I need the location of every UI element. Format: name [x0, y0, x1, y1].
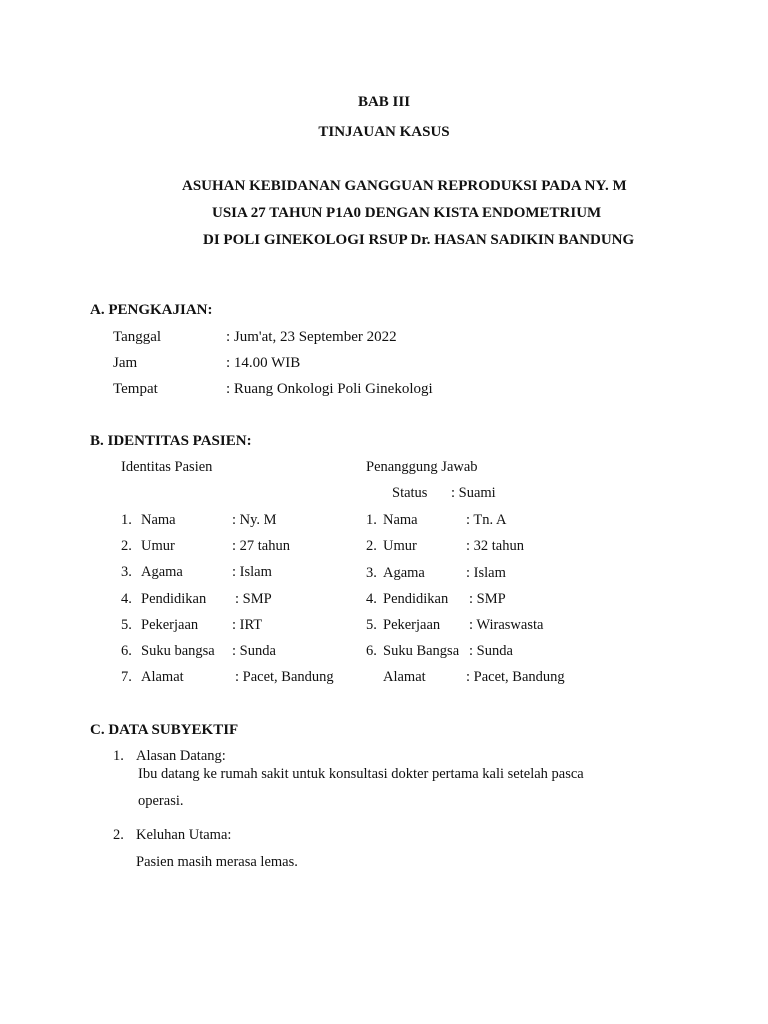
guardian-status-label: Status: [392, 485, 428, 501]
guardian-label-agama: Agama: [383, 565, 425, 581]
guardian-label-alamat: Alamat: [383, 669, 426, 685]
section-heading-pengkajian: A. PENGKAJIAN:: [90, 302, 213, 318]
report-title-line-1: ASUHAN KEBIDANAN GANGGUAN REPRODUKSI PADA NY. M: [182, 178, 627, 194]
subyektif-item-title-alasan: Alasan Datang:: [136, 748, 226, 764]
guardian-label-nama: Nama: [383, 512, 418, 528]
patient-label-pekerjaan: Pekerjaan: [141, 617, 199, 633]
guardian-num: 2.: [366, 538, 377, 554]
guardian-value-nama: : Tn. A: [466, 512, 507, 528]
patient-label-umur: Umur: [141, 538, 175, 554]
patient-label-alamat: Alamat: [141, 669, 184, 685]
guardian-value-pendidikan: : SMP: [469, 591, 506, 607]
subyektif-item-text: operasi.: [138, 793, 184, 809]
guardian-num: 5.: [366, 617, 377, 633]
patient-value-agama: : Islam: [232, 564, 272, 580]
patient-label-nama: Nama: [141, 512, 176, 528]
guardian-value-umur: : 32 tahun: [466, 538, 524, 554]
guardian-label-pendidikan: Pendidikan: [383, 591, 449, 607]
pengkajian-label-tanggal: Tanggal: [113, 329, 162, 345]
guardian-label-suku-bangsa: Suku Bangsa: [383, 643, 460, 659]
guardian-value-agama: : Islam: [466, 565, 506, 581]
patient-value-suku-bangsa: : Sunda: [232, 643, 276, 659]
patient-column-title: Identitas Pasien: [121, 459, 213, 475]
guardian-num: 6.: [366, 643, 377, 659]
patient-label-suku-bangsa: Suku bangsa: [141, 643, 215, 659]
pengkajian-label-jam: Jam: [113, 355, 138, 371]
pengkajian-value-tempat: : Ruang Onkologi Poli Ginekologi: [226, 381, 433, 397]
patient-num: 7.: [121, 669, 132, 685]
guardian-label-pekerjaan: Pekerjaan: [383, 617, 441, 633]
report-title-line-2: USIA 27 TAHUN P1A0 DENGAN KISTA ENDOMETRIUM: [212, 205, 602, 221]
chapter-heading: BAB III: [357, 94, 411, 110]
patient-num: 4.: [121, 591, 132, 607]
subyektif-item-title-keluhan: Keluhan Utama:: [136, 827, 232, 843]
patient-label-agama: Agama: [141, 564, 183, 580]
patient-value-umur: : 27 tahun: [232, 538, 290, 554]
pengkajian-value-jam: : 14.00 WIB: [226, 355, 301, 371]
guardian-num: 3.: [366, 565, 377, 581]
report-title-line-3: DI POLI GINEKOLOGI RSUP Dr. HASAN SADIKIN BANDUNG: [203, 232, 635, 248]
patient-value-nama: : Ny. M: [232, 512, 277, 528]
patient-num: 1.: [121, 512, 132, 528]
subyektif-item-num: 2.: [113, 827, 124, 843]
subyektif-item-text: Ibu datang ke rumah sakit untuk konsultasi dokter pertama kali setelah pasca: [138, 766, 584, 782]
guardian-value-alamat: : Pacet, Bandung: [466, 669, 565, 685]
chapter-subtitle: TINJAUAN KASUS: [318, 124, 450, 140]
guardian-num: 4.: [366, 591, 377, 607]
guardian-status-value: : Suami: [451, 485, 496, 501]
patient-num: 5.: [121, 617, 132, 633]
guardian-label-umur: Umur: [383, 538, 417, 554]
patient-num: 2.: [121, 538, 132, 554]
pengkajian-label-tempat: Tempat: [113, 381, 158, 397]
patient-num: 6.: [121, 643, 132, 659]
guardian-column-title: Penanggung Jawab: [366, 459, 478, 475]
patient-num: 3.: [121, 564, 132, 580]
subyektif-item-text: Pasien masih merasa lemas.: [136, 854, 298, 870]
patient-value-alamat: : Pacet, Bandung: [235, 669, 334, 685]
guardian-value-suku-bangsa: : Sunda: [469, 643, 513, 659]
guardian-num: 1.: [366, 512, 377, 528]
guardian-value-pekerjaan: : Wiraswasta: [469, 617, 544, 633]
section-heading-identitas: B. IDENTITAS PASIEN:: [90, 433, 252, 449]
pengkajian-value-tanggal: : Jum'at, 23 September 2022: [226, 329, 397, 345]
section-heading-subyektif: C. DATA SUBYEKTIF: [90, 722, 239, 738]
subyektif-item-num: 1.: [113, 748, 124, 764]
patient-value-pekerjaan: : IRT: [232, 617, 263, 633]
patient-value-pendidikan: : SMP: [235, 591, 272, 607]
patient-label-pendidikan: Pendidikan: [141, 591, 207, 607]
